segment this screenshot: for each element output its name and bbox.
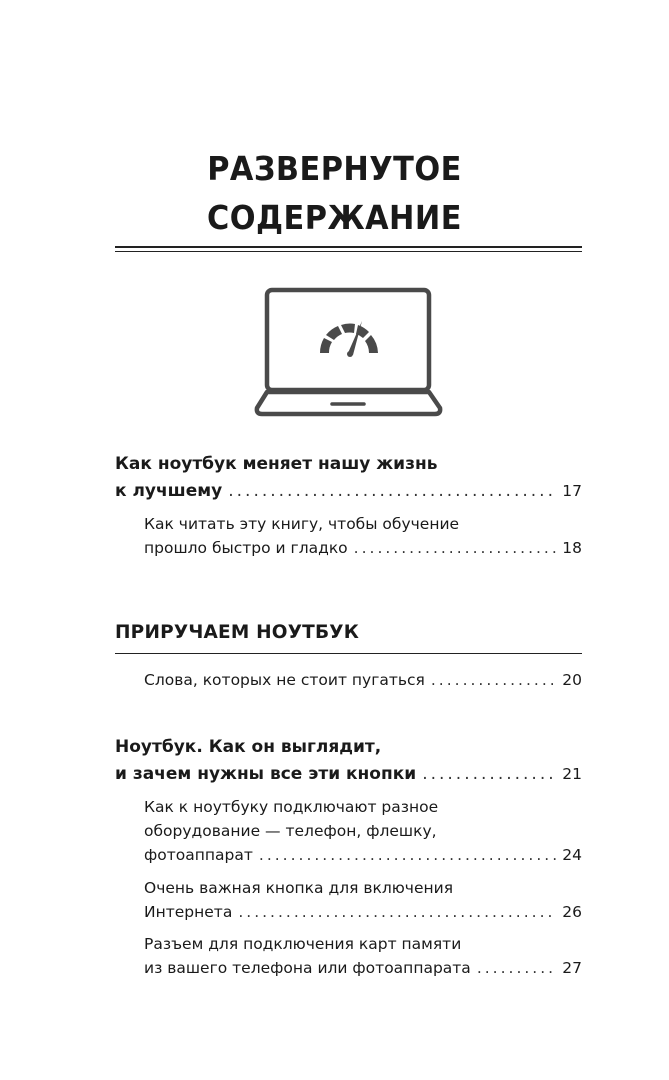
toc-entry-internet-button[interactable] xyxy=(144,876,582,924)
toc-page-number: 20 xyxy=(562,671,582,689)
toc-entry-text: Ноутбук. Как он выглядит, xyxy=(115,737,382,757)
toc-dot-leader xyxy=(354,536,557,560)
toc-entry-text: Интернета xyxy=(144,903,233,921)
toc-dot-leader xyxy=(422,761,556,788)
toc-entry-connect-devices[interactable] xyxy=(144,795,582,867)
toc-page-number: 26 xyxy=(562,903,582,921)
toc-dot-leader xyxy=(431,668,556,692)
toc-entry-text: и зачем нужны все эти кнопки xyxy=(115,764,417,784)
page-title-line-2: СОДЕРЖАНИЕ xyxy=(207,198,462,237)
toc-page-number: 21 xyxy=(562,765,582,783)
toc-entry-text: Как ноутбук меняет нашу жизнь xyxy=(115,454,438,474)
toc-entry-text: Как читать эту книгу, чтобы обучение xyxy=(144,515,460,533)
toc-dot-leader xyxy=(228,478,556,505)
toc-entry-laptop-overview[interactable] xyxy=(115,734,582,788)
title-divider xyxy=(115,246,582,252)
toc-entry-text: Как к ноутбуку подключают разное xyxy=(144,798,439,816)
toc-entry-text: прошло быстро и гладко xyxy=(144,539,348,557)
toc-entry-intro[interactable] xyxy=(115,451,582,505)
toc-entry-how-to-read[interactable] xyxy=(144,512,582,560)
toc-entry-text: Разъем для подключения карт памяти xyxy=(144,935,462,953)
toc-entry-text: Очень важная кнопка для включения xyxy=(144,879,454,897)
toc-entry-memory-card-slot[interactable] xyxy=(144,932,582,980)
laptop-speedometer-icon xyxy=(254,286,444,421)
toc-entry-text: оборудование — телефон, флешку, xyxy=(144,822,437,840)
toc-page-number: 18 xyxy=(562,539,582,557)
toc-entry-text: Слова, которых не стоит пугаться xyxy=(144,671,425,689)
section-title: ПРИРУЧАЕМ НОУТБУК xyxy=(115,622,360,643)
toc-page-number: 24 xyxy=(562,846,582,864)
section-divider xyxy=(115,653,582,654)
toc-entry-words[interactable] xyxy=(144,668,582,692)
toc-dot-leader xyxy=(477,956,556,980)
toc-entry-text: из вашего телефона или фотоаппарата xyxy=(144,959,471,977)
toc-entry-text: к лучшему xyxy=(115,481,223,501)
toc-entry-text: фотоаппарат xyxy=(144,846,253,864)
page-title-line-1: РАЗВЕРНУТОЕ xyxy=(207,149,462,188)
toc-dot-leader xyxy=(238,900,556,924)
toc-dot-leader xyxy=(259,843,556,867)
toc-page-number: 27 xyxy=(562,959,582,977)
toc-page-number: 17 xyxy=(562,482,582,500)
